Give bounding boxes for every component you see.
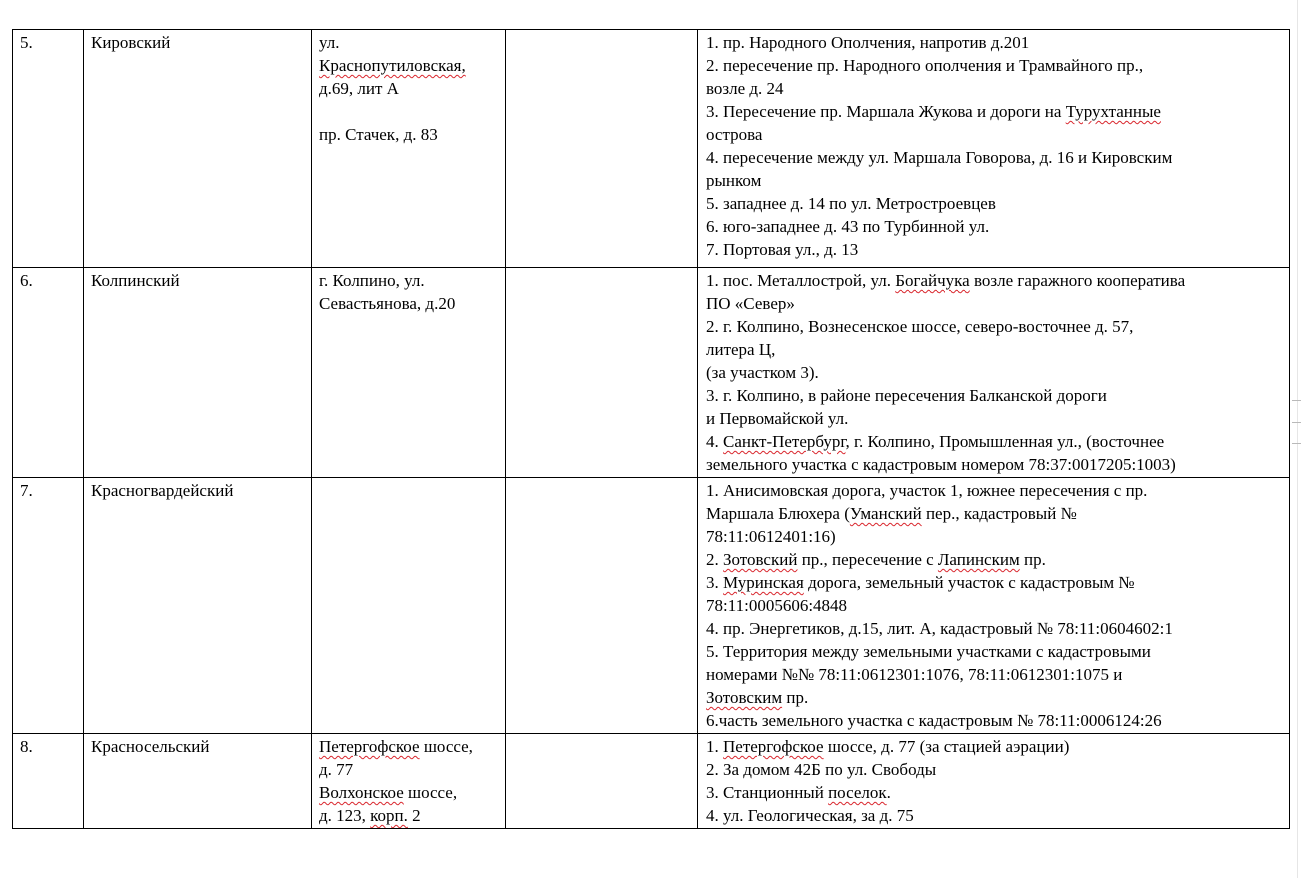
text-segment: шоссе, [403,783,458,802]
row-number-cell: 5. [13,30,84,268]
text-line [706,269,1287,292]
spell-flagged-word: Лапинским [937,550,1020,569]
locations-cell [698,734,1290,829]
text-segment: острова [706,125,763,144]
spell-flagged-word: Зотовский [723,550,798,569]
text-segment: возле гаражного кооператива [969,271,1186,290]
spell-flagged-word: Турухтанные [1065,102,1161,121]
text-segment: 2. г. Колпино, Вознесенское шоссе, северо-восточнее д. 57, [706,317,1134,336]
text-segment: , г. Колпино, Промышленная ул., (восточнее [845,432,1165,451]
text-line [706,735,1287,758]
text-segment: 3. Пересечение пр. Маршала Жукова и дороги на [706,102,1066,121]
text-segment: 4. пересечение между ул. Маршала Говорова, д. 16 и Кировским [706,148,1173,167]
blank-line [319,100,505,123]
address-cell [312,30,506,268]
text-line [706,292,1287,315]
text-line [706,338,1287,361]
table-row [13,734,1290,829]
text-line: д. 77 [319,760,354,779]
text-line [706,430,1287,453]
text-segment: 1. [706,737,723,756]
text-segment: 5. западнее д. 14 по ул. Метростроевцев [706,194,996,213]
text-line [706,781,1287,804]
district-cell: Колпинский [84,268,312,478]
empty-cell [506,478,698,734]
text-segment: возле д. 24 [706,79,784,98]
text-segment: (за участком 3). [706,363,819,382]
text-segment: 78:11:0612401:16) [706,527,836,546]
text-line: Краснопутиловская, [319,56,466,75]
text-line: ул. [319,33,340,52]
district-cell: Красносельский [84,734,312,829]
text-line [706,315,1287,338]
text-segment: 78:11:0005606:4848 [706,596,848,615]
text-line [706,77,1287,100]
text-segment: 5. Территория между земельными участками с кадастровыми [706,642,1151,661]
text-segment: пр. [782,688,809,707]
text-line [706,617,1287,640]
text-line [706,407,1287,430]
spell-flagged-word: Петергофское [319,737,420,756]
text-line [706,123,1287,146]
text-segment: 3. Станционный [706,783,829,802]
text-segment: литера Ц, [706,340,776,359]
spell-flagged-word: Муринская [723,573,804,592]
text-segment: 3. [706,573,723,592]
text-segment: Маршала Блюхера ( [706,504,850,523]
locations-cell [698,478,1290,734]
text-line [319,735,505,758]
text-line: г. Колпино, ул. [319,271,425,290]
table-row [13,30,1290,268]
text-segment: земельного участка с кадастровым номером 78:37:0017205:1003) [706,455,1176,474]
text-segment: шоссе, д. 77 (за стацией аэрации) [823,737,1070,756]
row-number-cell: 7. [13,478,84,734]
locations-cell [698,268,1290,478]
text-segment: номерами №№ 78:11:0612301:1076, 78:11:0612301:1075 и [706,665,1123,684]
text-line [706,709,1287,732]
row-number-cell: 8. [13,734,84,829]
text-segment: 2. пересечение пр. Народного ополчения и Трамвайного пр., [706,56,1144,75]
empty-cell [506,734,698,829]
text-line [706,31,1287,54]
text-line [706,215,1287,238]
table-row [13,268,1290,478]
district-cell: Красногвардейский [84,478,312,734]
spell-flagged-word: Петергофское [723,737,824,756]
spell-flagged-word: поселок [828,783,887,802]
text-line: пр. Стачек, д. 83 [319,125,438,144]
text-segment: 2. [706,550,723,569]
text-line [706,100,1287,123]
text-segment: 6.часть земельного участка с кадастровым № 78:11:0006124:26 [706,711,1162,730]
text-line [319,804,505,827]
text-segment: пр., пересечение с [797,550,938,569]
text-segment: пр. [1019,550,1046,569]
text-line [319,781,505,804]
text-line [706,502,1287,525]
row-number-cell: 6. [13,268,84,478]
text-segment: 1. пос. Металлострой, ул. [706,271,896,290]
districts-table [12,29,1290,829]
text-segment: 7. Портовая ул., д. 13 [706,240,859,259]
spell-flagged-word: корп. [370,806,408,825]
locations-cell [698,30,1290,268]
text-line [706,594,1287,617]
text-line [706,192,1287,215]
text-segment: 1. Анисимовская дорога, участок 1, южнее пересечения с пр. [706,481,1148,500]
text-line [706,804,1287,827]
empty-cell [506,30,698,268]
text-segment: и Первомайской ул. [706,409,849,428]
address-cell [312,478,506,734]
text-line [706,686,1287,709]
text-line [706,238,1287,261]
text-segment: ПО «Север» [706,294,795,313]
text-segment: шоссе, [419,737,473,756]
spell-flagged-word: Зотовским [706,688,783,707]
spell-flagged-word: Уманский [849,504,922,523]
text-segment: 3. г. Колпино, в районе пересечения Балканской дороги [706,386,1107,405]
text-line [706,361,1287,384]
spell-flagged-word: Богайчука [895,271,970,290]
address-cell [312,734,506,829]
text-line [706,169,1287,192]
text-line [706,640,1287,663]
text-segment: пер., кадастровый № [921,504,1077,523]
spell-flagged-word: Санкт-Петербург [723,432,846,451]
text-segment: . [886,783,891,802]
address-cell [312,268,506,478]
text-segment: 2 [407,806,421,825]
text-line [706,384,1287,407]
text-line: д.69, лит А [319,79,399,98]
text-line: Севастьянова, д.20 [319,294,456,313]
text-segment: рынком [706,171,762,190]
text-segment: 4. [706,432,723,451]
text-segment: 4. пр. Энергетиков, д.15, лит. А, кадастровый № 78:11:0604602:1 [706,619,1173,638]
text-segment: 1. пр. Народного Ополчения, напротив д.201 [706,33,1030,52]
text-line [706,54,1287,77]
text-line [706,453,1287,476]
table-body [13,30,1290,829]
text-segment: д. 123, [319,806,371,825]
text-segment: 2. За домом 42Б по ул. Свободы [706,760,937,779]
text-line [706,758,1287,781]
text-line [706,548,1287,571]
spell-flagged-word: Волхонское [319,783,404,802]
text-line [706,525,1287,548]
table-row [13,478,1290,734]
scroll-marker [1292,400,1301,444]
district-cell: Кировский [84,30,312,268]
text-segment: дорога, земельный участок с кадастровым № [803,573,1135,592]
empty-cell [506,268,698,478]
text-line [706,479,1287,502]
text-segment: 6. юго-западнее д. 43 по Турбинной ул. [706,217,990,236]
text-line [706,571,1287,594]
text-line [706,663,1287,686]
text-segment: 4. ул. Геологическая, за д. 75 [706,806,914,825]
text-line [706,146,1287,169]
